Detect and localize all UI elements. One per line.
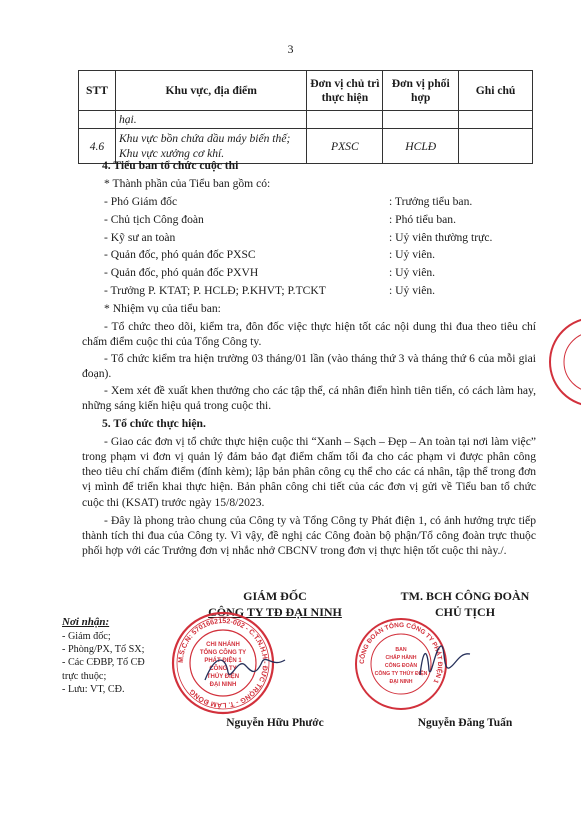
union-seal-center-line: CÔNG TY THỦY ĐIỆN <box>374 671 428 677</box>
header-stt: STT <box>79 71 116 111</box>
member-name: - Quản đốc, phó quản đốc PXSC <box>104 248 256 262</box>
table-row <box>79 111 533 129</box>
member-role: : Uỷ viên. <box>389 284 436 298</box>
union-seal-ring-text: CÔNG ĐOÀN TỔNG CÔNG TY PHÁT ĐIỆN 1 <box>358 621 444 685</box>
section-5-heading: 5. Tổ chức thực hiện. <box>102 417 206 431</box>
company-name: CÔNG TY TĐ ĐẠI NINH <box>208 605 342 620</box>
header-note: Ghi chú <box>459 71 533 111</box>
director-name: Nguyễn Hữu Phước <box>226 717 324 729</box>
member-role: : Trưởng tiểu ban. <box>389 194 473 208</box>
recipient-item: - Các CĐBP, Tổ CĐ <box>62 657 145 669</box>
recipient-item: trực thuộc; <box>62 670 107 682</box>
director-handwritten-signature <box>200 650 290 690</box>
member-name: - Quản đốc, phó quản đốc PXVH <box>104 266 259 280</box>
table-continuation-text: hại. <box>115 111 306 129</box>
member-line <box>82 230 536 248</box>
seal-center-line: THỦY ĐIỆN <box>206 674 240 680</box>
member-line <box>82 194 536 212</box>
seal-center-line: TỔNG CÔNG TY <box>199 650 247 656</box>
recipients-label: Nơi nhận: <box>62 616 110 628</box>
member-line <box>82 283 536 301</box>
tasks-intro: * Nhiệm vụ của tiểu ban: <box>104 302 221 316</box>
assignment-table <box>78 70 533 164</box>
union-seal-center-line: ĐẠI NINH <box>389 679 413 685</box>
recipient-item: - Giám đốc; <box>62 630 111 642</box>
member-role: : Uỷ viên thường trực. <box>389 230 493 244</box>
header-lead-unit: Đơn vị chủ trì thực hiện <box>307 71 383 111</box>
execution-paragraph: - Đây là phong trào chung của Công ty và Tổng Công ty Phát điện 1, có ảnh hưởng trực tiếp thành tích thi đua của Công ty. Vì vậy, đề nghị các Công đoàn bộ phận/Tổ công đoàn trực thuộc phối hợp với các Trưởng đơn vị nhắc nhở CBCNV trong đơn vị thực hiện tốt cuộc thi này./. <box>82 513 536 557</box>
seal-center-line: CÔNG TY <box>209 666 237 672</box>
seal-center-line: CHI NHÁNH <box>206 642 240 648</box>
member-name: - Kỹ sư an toàn <box>104 230 176 244</box>
task-paragraph: - Tổ chức theo dõi, kiểm tra, đôn đốc việc thực hiện tốt các nội dung thi đua theo tiêu chí chấm điểm cuộc thi của Tổng Công ty. <box>82 320 536 349</box>
member-role: : Uỷ viên. <box>389 266 436 280</box>
header-area: Khu vực, địa điểm <box>115 71 306 111</box>
seal-center-line: ĐẠI NINH <box>209 682 237 688</box>
member-line <box>82 212 536 230</box>
members-intro: * Thành phần của Tiểu ban gồm có: <box>104 176 271 190</box>
execution-paragraph: - Giao các đơn vị tổ chức thực hiện cuộc thi “Xanh – Sạch – Đẹp – An toàn tại nơi làm việc” trong phạm vi đơn vị quản lý đảm bảo đạt điểm chấm tối đa cho các phạm vi được phân công theo tiêu chí chấm điểm (đính kèm); lập bản phân công cụ thể cho các cá nhân, tập thể trong đơn vị mình để triển khai thực hiện. Bản phân công chi tiết của các đơn vị gửi về Tiểu ban tổ chức cuộc thi (KSAT) trước ngày 15/8/2023. <box>82 435 536 509</box>
header-coop-unit: Đơn vị phối hợp <box>383 71 459 111</box>
cell-coop-unit: HCLĐ <box>383 129 459 164</box>
member-role: : Phó tiểu ban. <box>389 212 456 226</box>
union-chair-handwritten-signature <box>415 640 475 685</box>
page-number: 3 <box>287 42 294 56</box>
document-body <box>82 158 536 558</box>
member-line <box>82 265 536 283</box>
cell-stt: 4.6 <box>79 129 116 164</box>
table-header-row <box>79 71 533 111</box>
director-title: GIÁM ĐỐC <box>243 589 307 603</box>
member-role: : Uỷ viên. <box>389 248 436 262</box>
seal-center-line: PHÁT ĐIỆN 1 <box>204 658 242 664</box>
union-chair-name: Nguyễn Đăng Tuấn <box>417 717 513 729</box>
section-4-heading: 4. Tiểu ban tổ chức cuộc thi <box>102 159 239 172</box>
union-seal-center-line: CHẤP HÀNH <box>385 655 417 661</box>
union-chair-title: CHỦ TỊCH <box>434 605 496 620</box>
task-paragraph: - Tổ chức kiểm tra hiện trường 03 tháng/01 lần (vào tháng thứ 3 và tháng thứ 6 của mỗi giai đoạn). <box>82 352 536 381</box>
member-name: - Phó Giám đốc <box>104 194 178 208</box>
seal-ring-text: M.S.C.N: 5701662152-002 - C.T.N.H.H - ĐỨC TRỌNG - T. LÂM ĐỒNG <box>177 617 269 709</box>
union-title: TM. BCH CÔNG ĐOÀN <box>400 589 530 603</box>
recipient-item: - Phòng/PX, Tổ SX; <box>62 643 145 655</box>
cell-area: Khu vực bồn chứa dầu máy biến thế; Khu vực xưởng cơ khí. <box>115 129 306 164</box>
cell-lead-unit: PXSC <box>307 129 383 164</box>
member-name: - Trưởng P. KTAT; P. HCLĐ; P.KHVT; P.TCKT <box>104 284 326 298</box>
task-paragraph: - Xem xét đề xuất khen thưởng cho các tập thể, cá nhân điển hình tiên tiến, có cách làm hay, những sáng kiến hiệu quả trong cuộc thi. <box>82 384 536 413</box>
recipients-block <box>62 615 145 697</box>
member-line <box>82 247 536 265</box>
union-seal-center-line: CÔNG ĐOÀN <box>384 663 418 669</box>
page-edge-stamp <box>548 312 581 412</box>
member-name: - Chủ tịch Công đoàn <box>104 212 204 226</box>
union-seal-center-line: BAN <box>395 647 407 653</box>
recipient-item: - Lưu: VT, CĐ. <box>62 684 125 696</box>
